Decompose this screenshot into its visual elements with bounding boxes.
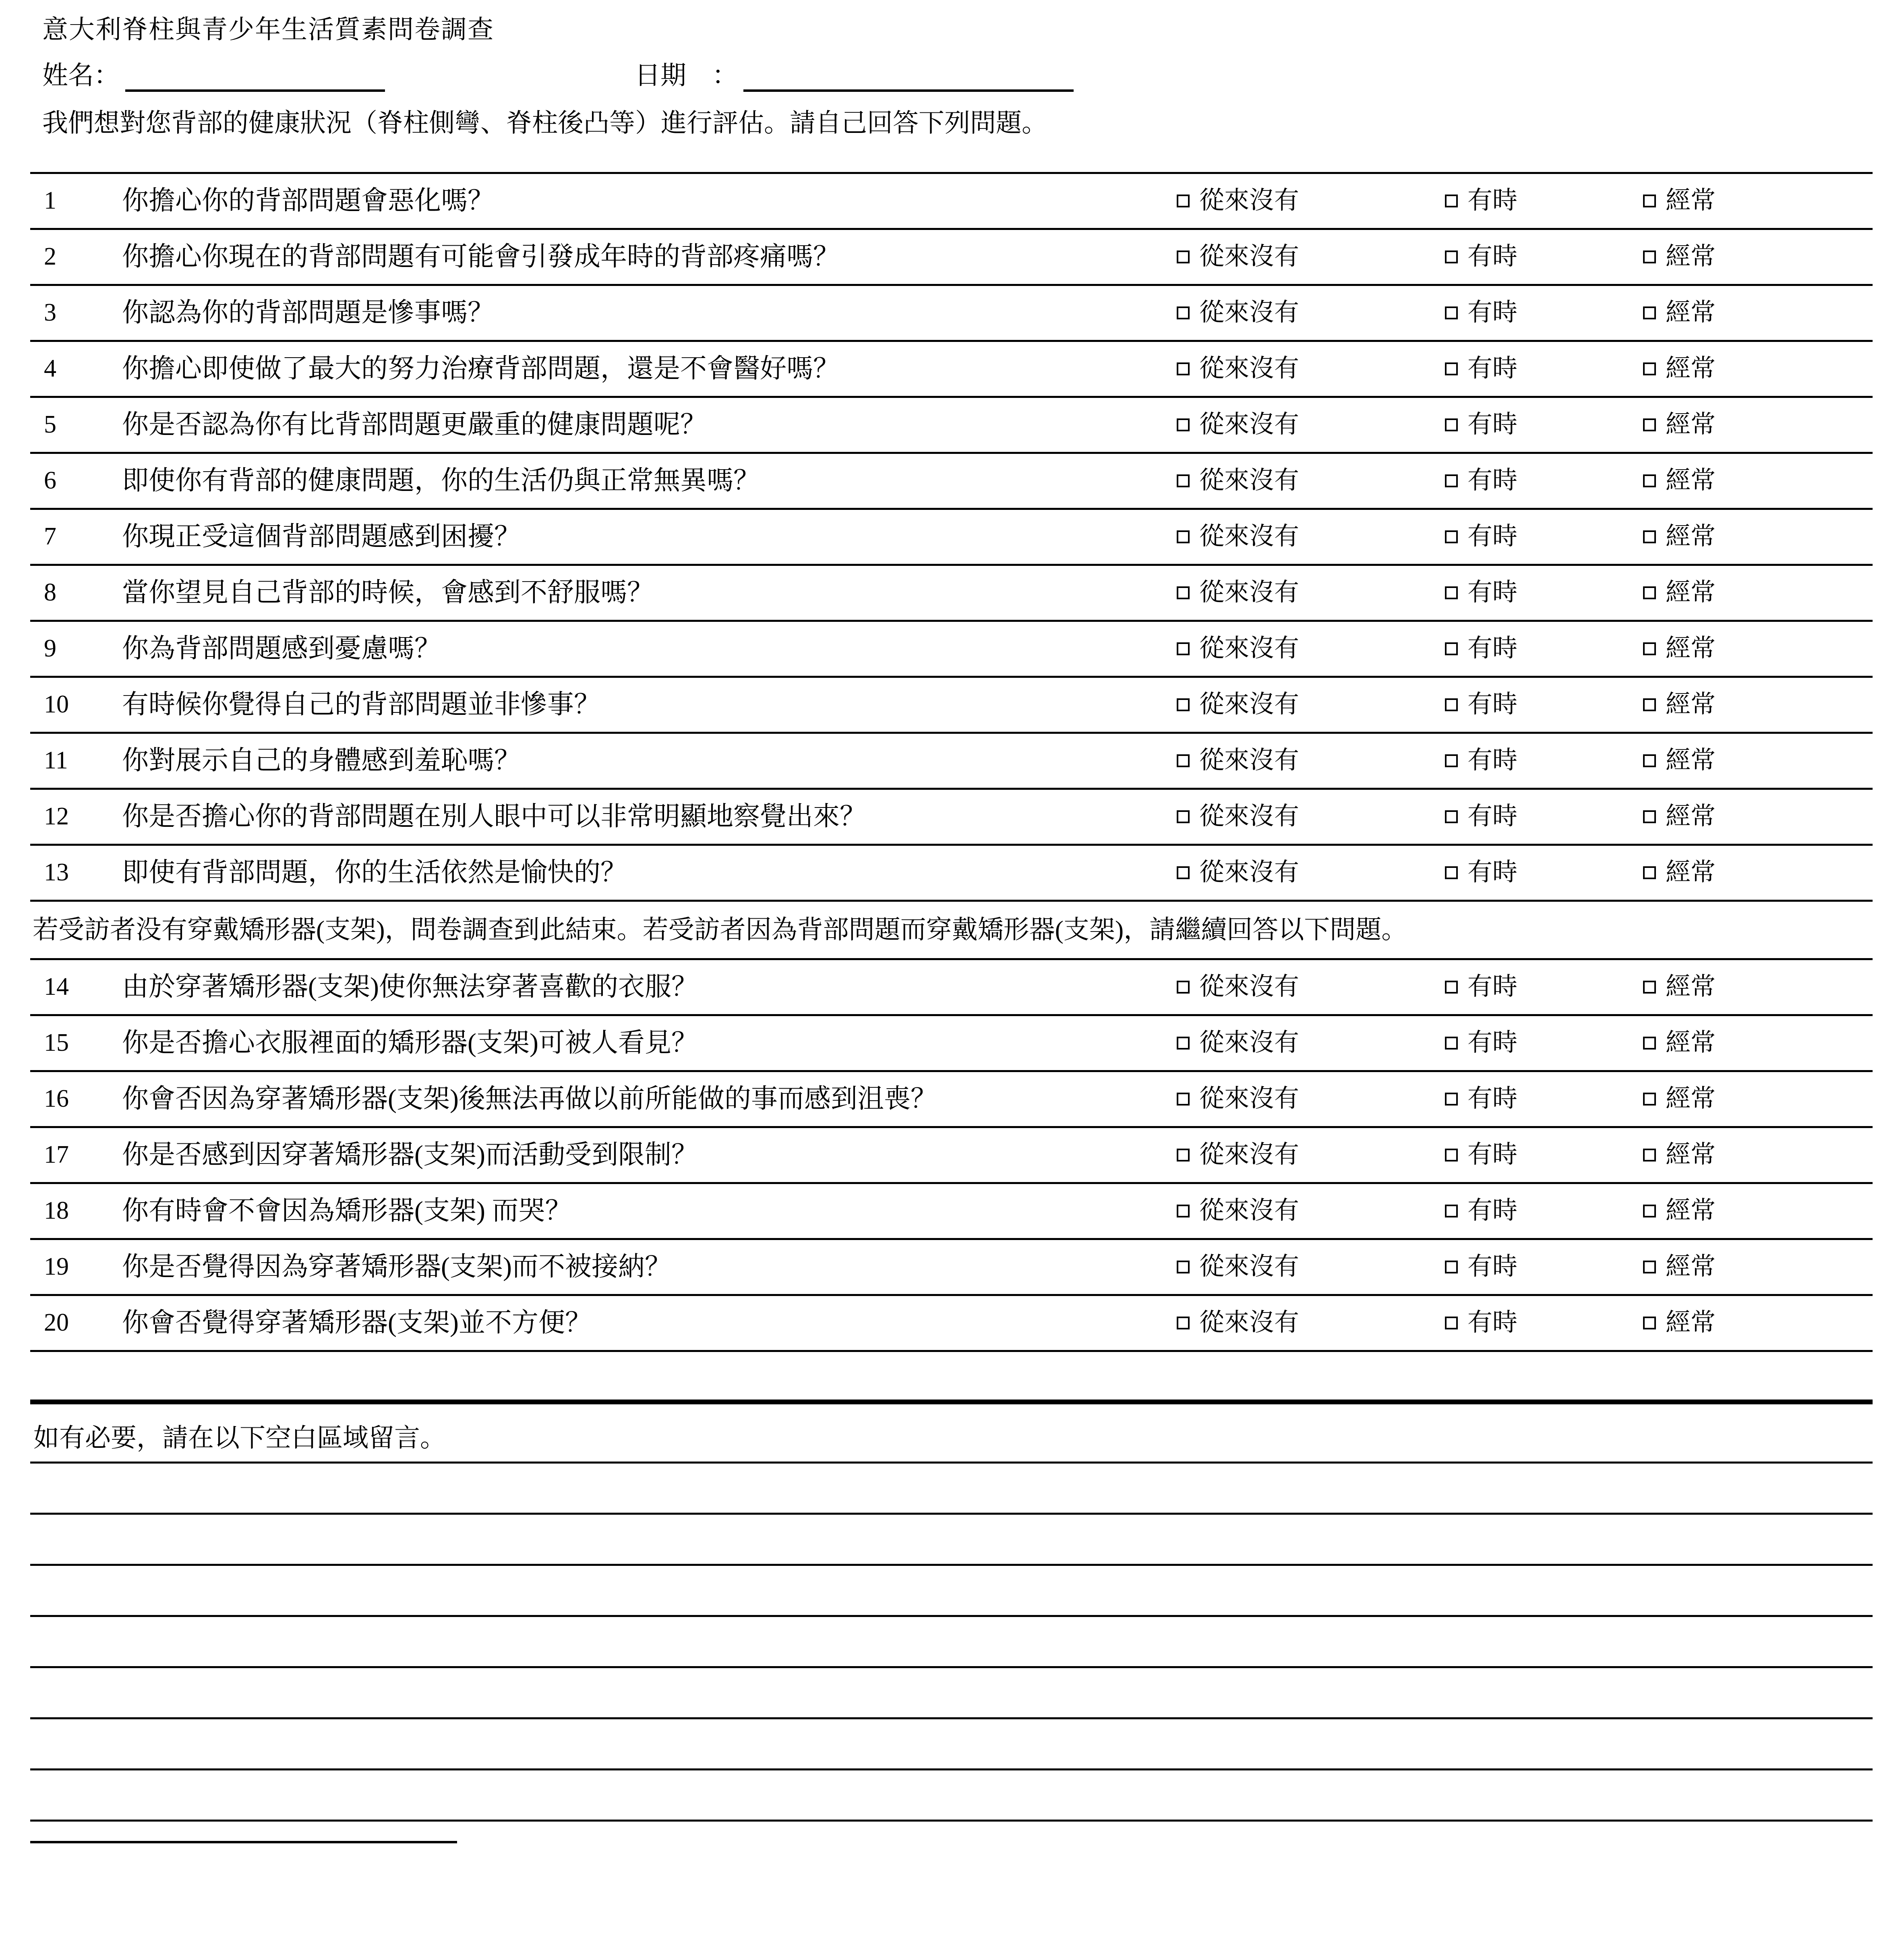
- option-label: 經常: [1666, 747, 1716, 774]
- option-often[interactable]: [1643, 1139, 1873, 1171]
- option-never[interactable]: [1177, 1139, 1445, 1171]
- question-text: 你是否認為你有比背部問題更嚴重的健康問題呢？: [122, 410, 707, 439]
- checkbox-often-icon[interactable]: [1643, 981, 1656, 994]
- option-often[interactable]: [1643, 689, 1873, 720]
- option-sometimes[interactable]: [1445, 971, 1643, 1003]
- option-label: 從來沒有: [1199, 355, 1300, 383]
- options-group: [1177, 971, 1873, 1003]
- checkbox-often-icon[interactable]: [1643, 1205, 1656, 1217]
- section-divider: [30, 1400, 1873, 1404]
- option-sometimes[interactable]: [1445, 1251, 1643, 1283]
- option-sometimes[interactable]: [1445, 409, 1643, 441]
- question-text: 你是否擔心衣服裡面的矯形器(支架)可被人看見？: [122, 1028, 698, 1058]
- checkbox-never-icon[interactable]: [1177, 810, 1190, 823]
- option-sometimes[interactable]: [1445, 1195, 1643, 1227]
- question-text: 你有時會不會因為矯形器(支架) 而哭？: [122, 1196, 572, 1226]
- option-never[interactable]: [1177, 1195, 1445, 1227]
- question-number: 7: [44, 523, 56, 551]
- checkbox-sometimes-icon[interactable]: [1445, 754, 1458, 767]
- option-never[interactable]: [1177, 185, 1445, 217]
- checkbox-never-icon[interactable]: [1177, 586, 1190, 599]
- question-text: 你是否感到因穿著矯形器(支架)而活動受到限制？: [122, 1140, 698, 1170]
- question-number: 9: [44, 635, 56, 663]
- checkbox-sometimes-icon[interactable]: [1445, 474, 1458, 487]
- checkbox-often-icon[interactable]: [1643, 810, 1656, 823]
- question-row: [30, 732, 1873, 788]
- checkbox-never-icon[interactable]: [1177, 754, 1190, 767]
- checkbox-often-icon[interactable]: [1643, 1149, 1656, 1161]
- option-label: 有時: [1467, 973, 1518, 1001]
- options-group: [1177, 185, 1873, 217]
- question-row: [30, 1014, 1873, 1070]
- question-number: 13: [44, 859, 69, 886]
- option-label: 從來沒有: [1199, 523, 1300, 551]
- checkbox-sometimes-icon[interactable]: [1445, 306, 1458, 319]
- option-label: 有時: [1467, 467, 1518, 495]
- options-group: [1177, 409, 1873, 441]
- option-often[interactable]: [1643, 241, 1873, 273]
- options-group: [1177, 297, 1873, 329]
- option-label: 從來沒有: [1199, 579, 1300, 607]
- checkbox-sometimes-icon[interactable]: [1445, 698, 1458, 711]
- checkbox-never-icon[interactable]: [1177, 1205, 1190, 1217]
- checkbox-sometimes-icon[interactable]: [1445, 195, 1458, 207]
- options-group: [1177, 241, 1873, 273]
- checkbox-never-icon[interactable]: [1177, 1149, 1190, 1161]
- footnote-line: [30, 1841, 457, 1843]
- option-label: 經常: [1666, 859, 1716, 886]
- option-never[interactable]: [1177, 353, 1445, 385]
- option-never[interactable]: [1177, 1307, 1445, 1339]
- checkbox-often-icon[interactable]: [1643, 195, 1656, 207]
- question-row: [30, 1294, 1873, 1350]
- question-row: [30, 172, 1873, 228]
- option-often[interactable]: [1643, 801, 1873, 832]
- intro-text: 我們想對您背部的健康狀況（脊柱側彎、脊柱後凸等）進行評估。請自己回答下列問題。: [42, 109, 1047, 137]
- option-never[interactable]: [1177, 689, 1445, 720]
- option-sometimes[interactable]: [1445, 1083, 1643, 1115]
- option-label: 從來沒有: [1199, 1029, 1300, 1057]
- option-often[interactable]: [1643, 1195, 1873, 1227]
- option-label: 經常: [1666, 579, 1716, 607]
- option-never[interactable]: [1177, 1251, 1445, 1283]
- question-row: [30, 788, 1873, 844]
- form-title: 意大利脊柱與青少年生活質素問卷調查: [42, 15, 494, 44]
- question-row: [30, 1182, 1873, 1238]
- question-number: 1: [44, 187, 56, 215]
- checkbox-sometimes-icon[interactable]: [1445, 251, 1458, 263]
- option-label: 經常: [1666, 299, 1716, 327]
- question-number: 5: [44, 411, 56, 439]
- option-label: 從來沒有: [1199, 467, 1300, 495]
- date-input-line[interactable]: [743, 62, 1074, 92]
- option-label: 有時: [1467, 1253, 1518, 1281]
- question-number: 12: [44, 803, 69, 830]
- option-never[interactable]: [1177, 1027, 1445, 1059]
- option-never[interactable]: [1177, 633, 1445, 665]
- checkbox-never-icon[interactable]: [1177, 1317, 1190, 1329]
- question-row: [30, 1238, 1873, 1294]
- question-text: 你是否覺得因為穿著矯形器(支架)而不被接納？: [122, 1252, 671, 1282]
- option-label: 經常: [1666, 1309, 1716, 1337]
- options-group: [1177, 857, 1873, 888]
- option-sometimes[interactable]: [1445, 745, 1643, 776]
- option-never[interactable]: [1177, 971, 1445, 1003]
- option-often[interactable]: [1643, 465, 1873, 497]
- options-group: [1177, 801, 1873, 832]
- question-text: 你擔心你現在的背部問題有可能會引發成年時的背部疼痛嗎？: [122, 242, 840, 271]
- option-label: 有時: [1467, 803, 1518, 830]
- question-row: [30, 228, 1873, 284]
- brace-section-note: 若受訪者没有穿戴矯形器(支架)，問卷調查到此結束。若受訪者因為背部問題而穿戴矯形器(支架)，請繼續回答以下問題。: [30, 900, 1873, 958]
- question-row: [30, 564, 1873, 620]
- checkbox-sometimes-icon[interactable]: [1445, 586, 1458, 599]
- question-text: 你會否覺得穿著矯形器(支架)並不方便？: [122, 1308, 592, 1337]
- option-often[interactable]: [1643, 297, 1873, 329]
- name-input-line[interactable]: [125, 62, 385, 92]
- checkbox-often-icon[interactable]: [1643, 1037, 1656, 1050]
- checkbox-never-icon[interactable]: [1177, 981, 1190, 994]
- option-never[interactable]: [1177, 1083, 1445, 1115]
- option-label: 經常: [1666, 1197, 1716, 1225]
- question-text: 你認為你的背部問題是慘事嗎？: [122, 298, 494, 327]
- question-text: 你是否擔心你的背部問題在別人眼中可以非常明顯地察覺出來？: [122, 801, 866, 831]
- option-label: 經常: [1666, 803, 1716, 830]
- option-label: 有時: [1467, 859, 1518, 886]
- checkbox-sometimes-icon[interactable]: [1445, 362, 1458, 375]
- option-often[interactable]: [1643, 521, 1873, 553]
- option-often[interactable]: [1643, 1083, 1873, 1115]
- checkbox-never-icon[interactable]: [1177, 1037, 1190, 1050]
- question-number: 17: [44, 1141, 69, 1169]
- question-row: [30, 340, 1873, 396]
- question-text: 有時候你覺得自己的背部問題並非慘事？: [122, 689, 600, 719]
- option-never[interactable]: [1177, 801, 1445, 832]
- checkbox-often-icon[interactable]: [1643, 1261, 1656, 1273]
- option-often[interactable]: [1643, 1251, 1873, 1283]
- option-label: 有時: [1467, 243, 1518, 271]
- date-label: 日期 ：: [635, 61, 738, 90]
- checkbox-often-icon[interactable]: [1643, 530, 1656, 543]
- checkbox-often-icon[interactable]: [1643, 362, 1656, 375]
- checkbox-often-icon[interactable]: [1643, 586, 1656, 599]
- checkbox-never-icon[interactable]: [1177, 362, 1190, 375]
- option-never[interactable]: [1177, 521, 1445, 553]
- comments-area: [30, 1464, 1873, 1822]
- question-number: 20: [44, 1309, 69, 1337]
- option-label: 有時: [1467, 355, 1518, 383]
- option-label: 從來沒有: [1199, 1085, 1300, 1113]
- options-group: [1177, 1307, 1873, 1339]
- comment-line[interactable]: [30, 1515, 1873, 1566]
- option-often[interactable]: [1643, 857, 1873, 888]
- option-label: 從來沒有: [1199, 1141, 1300, 1169]
- option-sometimes[interactable]: [1445, 689, 1643, 720]
- option-label: 有時: [1467, 1085, 1518, 1113]
- checkbox-often-icon[interactable]: [1643, 642, 1656, 655]
- question-row: [30, 284, 1873, 340]
- question-row: [30, 1126, 1873, 1182]
- question-number: 10: [44, 691, 69, 718]
- question-text: 即使有背部問題，你的生活依然是愉快的？: [122, 857, 627, 887]
- option-label: 經常: [1666, 355, 1716, 383]
- option-label: 從來沒有: [1199, 747, 1300, 774]
- option-sometimes[interactable]: [1445, 297, 1643, 329]
- option-label: 有時: [1467, 691, 1518, 718]
- option-sometimes[interactable]: [1445, 1139, 1643, 1171]
- option-sometimes[interactable]: [1445, 577, 1643, 609]
- option-never[interactable]: [1177, 297, 1445, 329]
- option-often[interactable]: [1643, 633, 1873, 665]
- checkbox-sometimes-icon[interactable]: [1445, 810, 1458, 823]
- checkbox-never-icon[interactable]: [1177, 1261, 1190, 1273]
- checkbox-often-icon[interactable]: [1643, 1317, 1656, 1329]
- option-label: 從來沒有: [1199, 635, 1300, 663]
- checkbox-sometimes-icon[interactable]: [1445, 1093, 1458, 1106]
- name-date-row: [42, 60, 1873, 92]
- checkbox-never-icon[interactable]: [1177, 306, 1190, 319]
- option-never[interactable]: [1177, 241, 1445, 273]
- question-number: 8: [44, 579, 56, 607]
- comment-line[interactable]: [30, 1719, 1873, 1770]
- option-label: 從來沒有: [1199, 1253, 1300, 1281]
- option-sometimes[interactable]: [1445, 801, 1643, 832]
- option-label: 經常: [1666, 1253, 1716, 1281]
- checkbox-sometimes-icon[interactable]: [1445, 1205, 1458, 1217]
- options-group: [1177, 689, 1873, 720]
- question-number: 18: [44, 1197, 69, 1225]
- question-number: 4: [44, 355, 56, 383]
- option-label: 有時: [1467, 579, 1518, 607]
- option-often[interactable]: [1643, 353, 1873, 385]
- option-label: 經常: [1666, 1141, 1716, 1169]
- options-group: [1177, 465, 1873, 497]
- question-text: 即使你有背部的健康問題，你的生活仍與正常無異嗎？: [122, 466, 760, 495]
- checkbox-often-icon[interactable]: [1643, 866, 1656, 879]
- option-often[interactable]: [1643, 745, 1873, 776]
- question-number: 16: [44, 1085, 69, 1113]
- option-often[interactable]: [1643, 1027, 1873, 1059]
- checkbox-sometimes-icon[interactable]: [1445, 1037, 1458, 1050]
- option-label: 從來沒有: [1199, 243, 1300, 271]
- options-group: [1177, 1027, 1873, 1059]
- option-often[interactable]: [1643, 1307, 1873, 1339]
- option-label: 經常: [1666, 243, 1716, 271]
- option-label: 經常: [1666, 1029, 1716, 1057]
- question-row: [30, 844, 1873, 900]
- checkbox-never-icon[interactable]: [1177, 698, 1190, 711]
- options-group: [1177, 633, 1873, 665]
- question-number: 2: [44, 243, 56, 271]
- option-label: 有時: [1467, 299, 1518, 327]
- options-group: [1177, 577, 1873, 609]
- checkbox-sometimes-icon[interactable]: [1445, 981, 1458, 994]
- question-text: 你會否因為穿著矯形器(支架)後無法再做以前所能做的事而感到沮喪？: [122, 1084, 937, 1114]
- option-label: 從來沒有: [1199, 691, 1300, 718]
- option-never[interactable]: [1177, 857, 1445, 888]
- option-label: 經常: [1666, 411, 1716, 439]
- checkbox-often-icon[interactable]: [1643, 251, 1656, 263]
- option-label: 從來沒有: [1199, 803, 1300, 830]
- option-label: 有時: [1467, 1309, 1518, 1337]
- checkbox-never-icon[interactable]: [1177, 1093, 1190, 1106]
- question-number: 19: [44, 1253, 69, 1281]
- option-label: 有時: [1467, 1197, 1518, 1225]
- option-never[interactable]: [1177, 409, 1445, 441]
- option-sometimes[interactable]: [1445, 633, 1643, 665]
- options-group: [1177, 521, 1873, 553]
- option-label: 有時: [1467, 1141, 1518, 1169]
- option-label: 經常: [1666, 1085, 1716, 1113]
- checkbox-sometimes-icon[interactable]: [1445, 418, 1458, 431]
- checkbox-never-icon[interactable]: [1177, 251, 1190, 263]
- comments-label: 如有必要，請在以下空白區域留言。: [30, 1422, 1873, 1464]
- option-label: 經常: [1666, 187, 1716, 215]
- checkbox-sometimes-icon[interactable]: [1445, 1149, 1458, 1161]
- option-sometimes[interactable]: [1445, 1307, 1643, 1339]
- question-row: [30, 676, 1873, 732]
- option-often[interactable]: [1643, 185, 1873, 217]
- question-number: 15: [44, 1029, 69, 1057]
- option-label: 從來沒有: [1199, 411, 1300, 439]
- option-label: 經常: [1666, 467, 1716, 495]
- checkbox-often-icon[interactable]: [1643, 474, 1656, 487]
- option-label: 從來沒有: [1199, 1309, 1300, 1337]
- question-number: 6: [44, 467, 56, 495]
- comment-line[interactable]: [30, 1668, 1873, 1719]
- question-row: [30, 396, 1873, 452]
- option-sometimes[interactable]: [1445, 185, 1643, 217]
- question-text: 你擔心即使做了最大的努力治療背部問題，還是不會醫好嗎？: [122, 354, 840, 383]
- option-never[interactable]: [1177, 465, 1445, 497]
- option-label: 有時: [1467, 635, 1518, 663]
- name-label: 姓名：: [42, 61, 120, 90]
- checkbox-sometimes-icon[interactable]: [1445, 1261, 1458, 1273]
- checkbox-often-icon[interactable]: [1643, 698, 1656, 711]
- option-label: 經常: [1666, 635, 1716, 663]
- comment-line[interactable]: [30, 1770, 1873, 1822]
- checkbox-sometimes-icon[interactable]: [1445, 530, 1458, 543]
- option-label: 經常: [1666, 691, 1716, 718]
- option-never[interactable]: [1177, 577, 1445, 609]
- question-text: 你擔心你的背部問題會惡化嗎？: [122, 186, 494, 215]
- question-row: [30, 508, 1873, 564]
- option-sometimes[interactable]: [1445, 353, 1643, 385]
- checkbox-never-icon[interactable]: [1177, 474, 1190, 487]
- option-sometimes[interactable]: [1445, 241, 1643, 273]
- option-sometimes[interactable]: [1445, 521, 1643, 553]
- question-number: 14: [44, 973, 69, 1001]
- checkbox-never-icon[interactable]: [1177, 195, 1190, 207]
- question-table: [30, 172, 1873, 1352]
- option-label: 從來沒有: [1199, 859, 1300, 886]
- options-group: [1177, 1083, 1873, 1115]
- checkbox-never-icon[interactable]: [1177, 530, 1190, 543]
- checkbox-never-icon[interactable]: [1177, 418, 1190, 431]
- options-group: [1177, 745, 1873, 776]
- option-never[interactable]: [1177, 745, 1445, 776]
- option-label: 從來沒有: [1199, 299, 1300, 327]
- checkbox-sometimes-icon[interactable]: [1445, 642, 1458, 655]
- option-label: 經常: [1666, 523, 1716, 551]
- option-label: 有時: [1467, 1029, 1518, 1057]
- checkbox-often-icon[interactable]: [1643, 418, 1656, 431]
- checkbox-sometimes-icon[interactable]: [1445, 866, 1458, 879]
- option-label: 有時: [1467, 411, 1518, 439]
- question-row: [30, 958, 1873, 1014]
- checkbox-sometimes-icon[interactable]: [1445, 1317, 1458, 1329]
- option-sometimes[interactable]: [1445, 465, 1643, 497]
- question-number: 3: [44, 299, 56, 327]
- question-text: 你為背部問題感到憂慮嗎？: [122, 634, 441, 663]
- option-label: 有時: [1467, 187, 1518, 215]
- options-group: [1177, 1195, 1873, 1227]
- option-label: 有時: [1467, 523, 1518, 551]
- checkbox-often-icon[interactable]: [1643, 754, 1656, 767]
- checkbox-never-icon[interactable]: [1177, 642, 1190, 655]
- option-often[interactable]: [1643, 577, 1873, 609]
- checkbox-often-icon[interactable]: [1643, 1093, 1656, 1106]
- option-label: 有時: [1467, 747, 1518, 774]
- options-group: [1177, 1139, 1873, 1171]
- option-label: 經常: [1666, 973, 1716, 1001]
- options-group: [1177, 1251, 1873, 1283]
- comment-line[interactable]: [30, 1566, 1873, 1617]
- option-sometimes[interactable]: [1445, 857, 1643, 888]
- option-label: 從來沒有: [1199, 973, 1300, 1001]
- checkbox-often-icon[interactable]: [1643, 306, 1656, 319]
- question-text: 你現正受這個背部問題感到困擾？: [122, 522, 521, 551]
- option-sometimes[interactable]: [1445, 1027, 1643, 1059]
- option-often[interactable]: [1643, 409, 1873, 441]
- question-text: 當你望見自己背部的時候，會感到不舒服嗎？: [122, 578, 654, 607]
- options-group: [1177, 353, 1873, 385]
- question-row: [30, 1070, 1873, 1126]
- comment-line[interactable]: [30, 1617, 1873, 1668]
- question-text: 你對展示自己的身體感到羞恥嗎？: [122, 745, 521, 775]
- option-label: 從來沒有: [1199, 1197, 1300, 1225]
- option-often[interactable]: [1643, 971, 1873, 1003]
- question-row: [30, 452, 1873, 508]
- checkbox-never-icon[interactable]: [1177, 866, 1190, 879]
- option-label: 從來沒有: [1199, 187, 1300, 215]
- question-number: 11: [44, 747, 68, 774]
- comment-line[interactable]: [30, 1464, 1873, 1515]
- question-text: 由於穿著矯形器(支架)使你無法穿著喜歡的衣服？: [122, 972, 698, 1002]
- question-row: [30, 620, 1873, 676]
